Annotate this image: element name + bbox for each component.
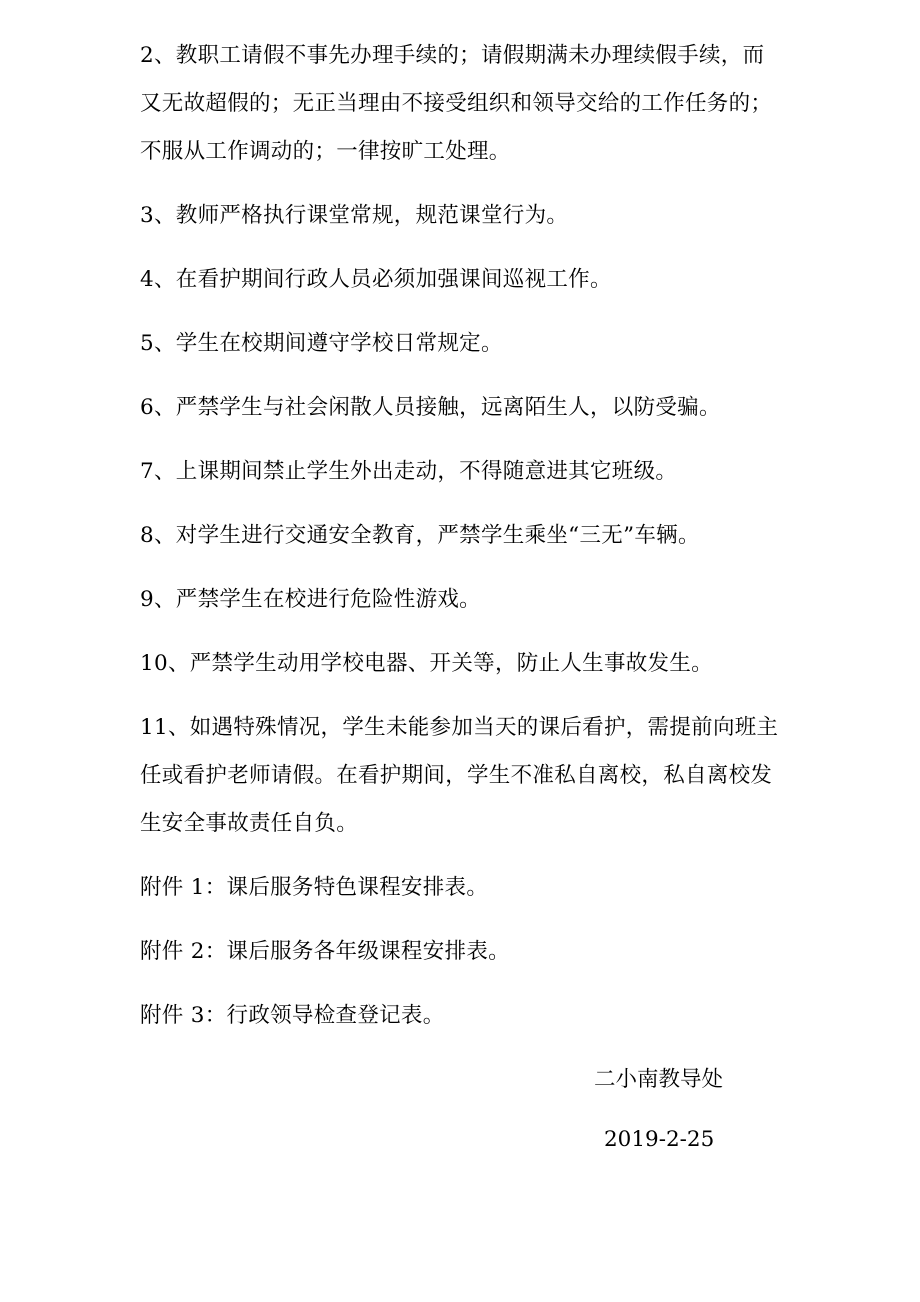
rule-item-10: 10、严禁学生动用学校电器、开关等，防止人生事故发生。	[140, 651, 713, 676]
attachment-2: 附件 2：课后服务各年级课程安排表。	[140, 939, 510, 964]
rule-item-6: 6、严禁学生与社会闲散人员接触，远离陌生人，以防受骗。	[140, 395, 721, 420]
rule-item-2: 2、教职工请假不事先办理手续的；请假期满未办理续假手续，而又无故超假的；无正当理由不接受组织和领导交给的工作任务的；不服从工作调动的；一律按旷工处理。	[140, 43, 773, 164]
rule-item-9: 9、严禁学生在校进行危险性游戏。	[140, 587, 481, 612]
attachment-1: 附件 1：课后服务特色课程安排表。	[140, 875, 489, 900]
rule-item-7: 7、上课期间禁止学生外出走动，不得随意进其它班级。	[140, 459, 678, 484]
rule-item-4: 4、在看护期间行政人员必须加强课间巡视工作。	[140, 267, 612, 292]
rule-item-8: 8、对学生进行交通安全教育，严禁学生乘坐“三无”车辆。	[140, 523, 700, 548]
rule-item-5: 5、学生在校期间遵守学校日常规定。	[140, 331, 503, 356]
signature-org: 二小南教导处	[594, 1067, 724, 1092]
attachment-3: 附件 3：行政领导检查登记表。	[140, 1003, 445, 1028]
signature-date: 2019-2-25	[604, 1127, 715, 1152]
rule-item-3: 3、教师严格执行课堂常规，规范课堂行为。	[140, 203, 569, 228]
rule-item-11: 11、如遇特殊情况，学生未能参加当天的课后看护，需提前向班主任或看护老师请假。在看护期间，学生不准私自离校，私自离校发生安全事故责任自负。	[140, 715, 779, 836]
